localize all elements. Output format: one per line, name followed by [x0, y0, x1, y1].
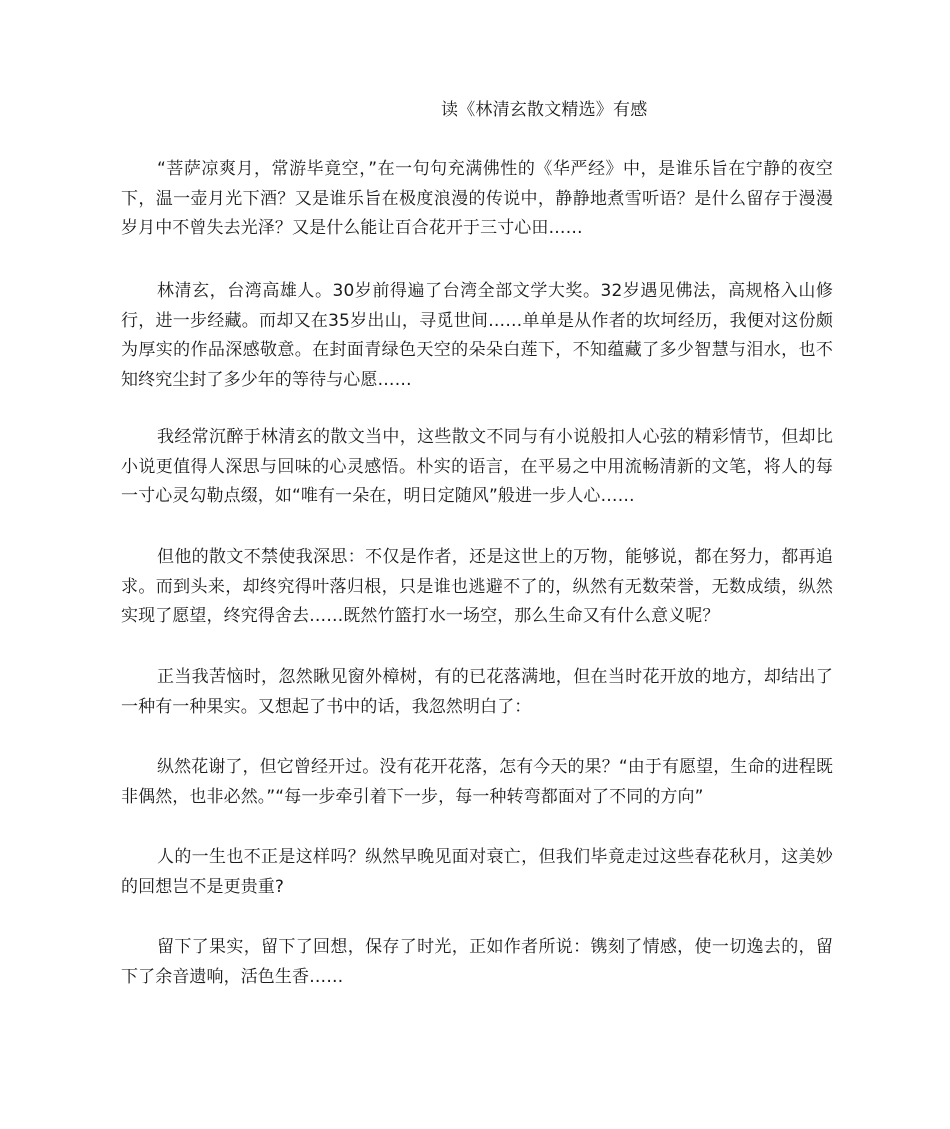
- paragraph-6: 纵然花谢了，但它曾经开过。没有花开花落，怎有今天的果？“由于有愿望，生命的进程既非偶然，也非必然。”“每一步牵引着下一步，每一种转弯都面对了不同的方向”: [121, 757, 833, 807]
- document-title: 读《林清玄散文精选》有感: [441, 100, 648, 120]
- paragraph-5: 正当我苦恼时，忽然瞅见窗外樟树，有的已花落满地，但在当时花开放的地方，却结出了一种有一种果实。又想起了书中的话，我忽然明白了：: [121, 667, 833, 717]
- paragraph-7: 人的一生也不正是这样吗？纵然早晚见面对衰亡，但我们毕竟走过这些春花秋月，这美妙的回想岂不是更贵重?: [121, 847, 833, 897]
- paragraph-3: 我经常沉醉于林清玄的散文当中，这些散文不同与有小说般扣人心弦的精彩情节，但却比小说更值得人深思与回味的心灵感悟。朴实的语言，在平易之中用流畅清新的文笔，将人的每一寸心灵勾勒点缀，如“唯有一朵在，明日定随风”般进一步人心……: [121, 427, 833, 506]
- paragraph-2: 林清玄，台湾高雄人。30岁前得遍了台湾全部文学大奖。32岁遇见佛法，高规格入山修行，进一步经藏。而却又在35岁出山，寻觅世间……单单是从作者的坎坷经历，我便对这份颇为厚实的作品深感敬意。在封面青绿色天空的朵朵白莲下，不知蕴藏了多少智慧与泪水，也不知终究尘封了多少年的等待与心愿……: [121, 281, 833, 390]
- paragraph-4: 但他的散文不禁使我深思：不仅是作者，还是这世上的万物，能够说，都在努力，都再追求。而到头来，却终究得叶落归根，只是谁也逃避不了的，纵然有无数荣誉，无数成绩，纵然实现了愿望，终究得舍去……既然竹篮打水一场空，那么生命又有什么意义呢？: [121, 547, 833, 626]
- paragraph-8: 留下了果实，留下了回想，保存了时光，正如作者所说：镌刻了情感，使一切逸去的，留下了余音遗响，活色生香……: [121, 937, 833, 987]
- paragraph-1: “菩萨凉爽月，常游毕竟空，”在一句句充满佛性的《华严经》中，是谁乐旨在宁静的夜空下，温一壶月光下酒？又是谁乐旨在极度浪漫的传说中，静静地煮雪听语？是什么留存于漫漫岁月中不曾失去光泽？又是什么能让百合花开于三寸心田……: [121, 159, 833, 238]
